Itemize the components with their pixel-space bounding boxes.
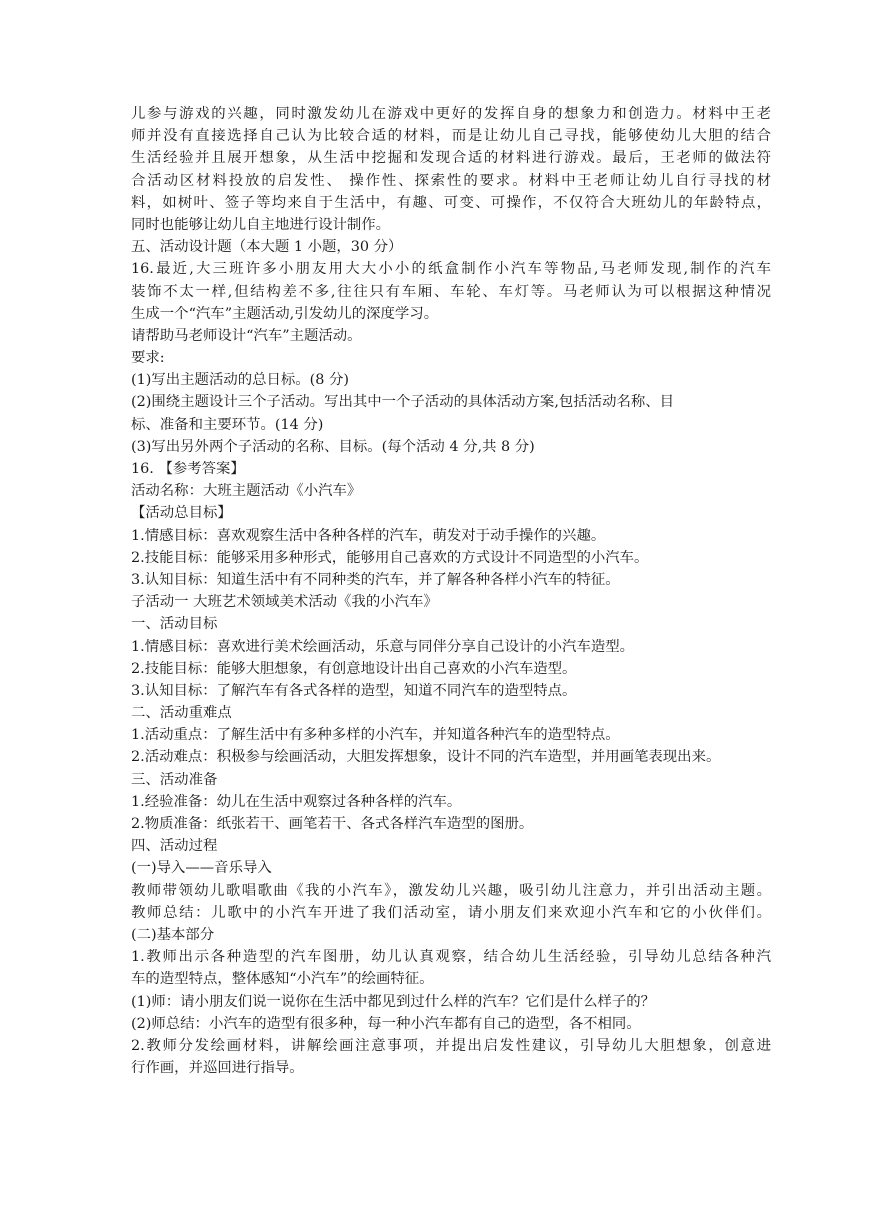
text-line: 【活动总目标】 [131,505,232,522]
text-line: (一)导入——音乐导入 [131,860,272,877]
text-line: 车的造型特点，整体感知“小汽车”的绘画特征。 [131,971,434,988]
text-line: 2.技能目标：能够大胆想象，有创意地设计出自己喜欢的小汽车造型。 [131,660,577,677]
text-line: 生成一个“汽车”主题活动,引发幼儿的深度学习。 [131,305,439,322]
text-line: 2.物质准备：纸张若干、画笔若干、各式各样汽车造型的图册。 [131,816,534,832]
text-line: (3)写出另外两个子活动的名称、目标。(每个活动 4 分,共 8 分) [131,438,535,455]
text-line: 子活动一 大班艺术领域美术活动《我的小汽车》 [131,594,438,611]
text-line: 2.教师分发绘画材料，讲解绘画注意事项，并提出启发性建议，引导幼儿大胆想象，创意进 [131,1037,771,1054]
text-line: 1.情感目标：喜欢进行美术绘画活动，乐意与同伴分享自己设计的小汽车造型。 [131,638,635,655]
text-line: 师并没有直接选择自己认为比较合适的材料，而是让幼儿自己寻找，能够使幼儿大胆的结合 [131,128,771,145]
text-line: 16.最近,大三班许多小朋友用大大小小的纸盒制作小汽车等物品,马老师发现,制作的汽车 [131,261,771,278]
text-line: 标、准备和主要环节。(14 分) [131,416,324,433]
text-line: 儿参与游戏的兴趣，同时激发幼儿在游戏中更好的发挥自身的想象力和创造力。材料中王老 [131,106,771,122]
text-line: 活动名称：大班主题活动《小汽车》 [131,483,362,500]
text-line: (1)师：请小朋友们说一说你在生活中都见到过什么样的汽车？它们是什么样子的？ [131,993,656,1010]
text-line: (2)师总结：小汽车的造型有很多种，每一种小汽车都有自己的造型，各不相同。 [131,1015,641,1032]
text-line: 3.认知目标：了解汽车有各式各样的造型，知道不同汽车的造型特点。 [131,682,577,699]
text-line: 1.情感目标：喜欢观察生活中各种各样的汽车，萌发对于动手操作的兴趣。 [131,527,606,544]
text-line: (二)基本部分 [131,926,215,943]
text-line: 2.技能目标：能够采用多种形式，能够用自己喜欢的方式设计不同造型的小汽车。 [131,549,649,566]
text-line: 1.教师出示各种造型的汽车图册，幼儿认真观察，结合幼儿生活经验，引导幼儿总结各种汽 [131,949,771,966]
text-line: 1.活动重点：了解生活中有多种多样的小汽车，并知道各种汽车的造型特点。 [131,727,620,744]
document-body [131,103,771,1079]
text-line: 生活经验并且展开想象，从生活中挖掘和发现合适的材料进行游戏。最后，王老师的做法符 [131,150,771,167]
text-line: 请帮助马老师设计“汽车”主题活动。 [131,327,362,344]
text-line: 料，如树叶、签子等均来自于生活中，有趣、可变、可操作，不仅符合大班幼儿的年龄特点， [131,194,771,211]
text-line: 3.认知目标：知道生活中有不同种类的汽车，并了解各种各样小汽车的特征。 [131,571,620,588]
text-line: 16. 【参考答案】 [131,461,245,477]
text-line: 五、活动设计题（本大题 1 小题，30 分） [131,239,403,256]
text-line: 2.活动难点：积极参与绘画活动，大胆发挥想象，设计不同的汽车造型，并用画笔表现出来。 [131,749,721,766]
text-line: 1.经验准备：幼儿在生活中观察过各种各样的汽车。 [131,793,462,810]
text-line: (2)围绕主题设计三个子活动。写出其中一个子活动的具体活动方案,包括活动名称、目 [131,394,675,411]
text-line: 行作画，并巡回进行指导。 [131,1060,304,1077]
text-line: 合活动区材料投放的启发性、 操作性、探索性的要求。材料中王老师让幼儿自行寻找的材 [131,172,771,189]
text-line: 三、活动准备 [131,771,218,788]
text-line: 装饰不太一样,但结构差不多,往往只有车厢、车轮、车灯等。马老师认为可以根据这种情况 [131,283,771,300]
text-line: 要求: [131,350,165,367]
text-line: 四、活动过程 [131,838,218,855]
text-line: 同时也能够让幼儿自主地进行设计制作。 [131,216,391,233]
text-line: (1)写出主题活动的总日标。(8 分) [131,372,350,389]
text-line: 教师总结：儿歌中的小汽车开进了我们活动室，请小朋友们来欢迎小汽车和它的小伙伴们。 [131,904,771,921]
text-line: 一、活动目标 [131,616,218,633]
text-line: 教师带领幼儿歌唱歌曲《我的小汽车》，激发幼儿兴趣，吸引幼儿注意力，并引出活动主题。 [131,882,771,899]
text-line: 二、活动重难点 [131,705,232,722]
